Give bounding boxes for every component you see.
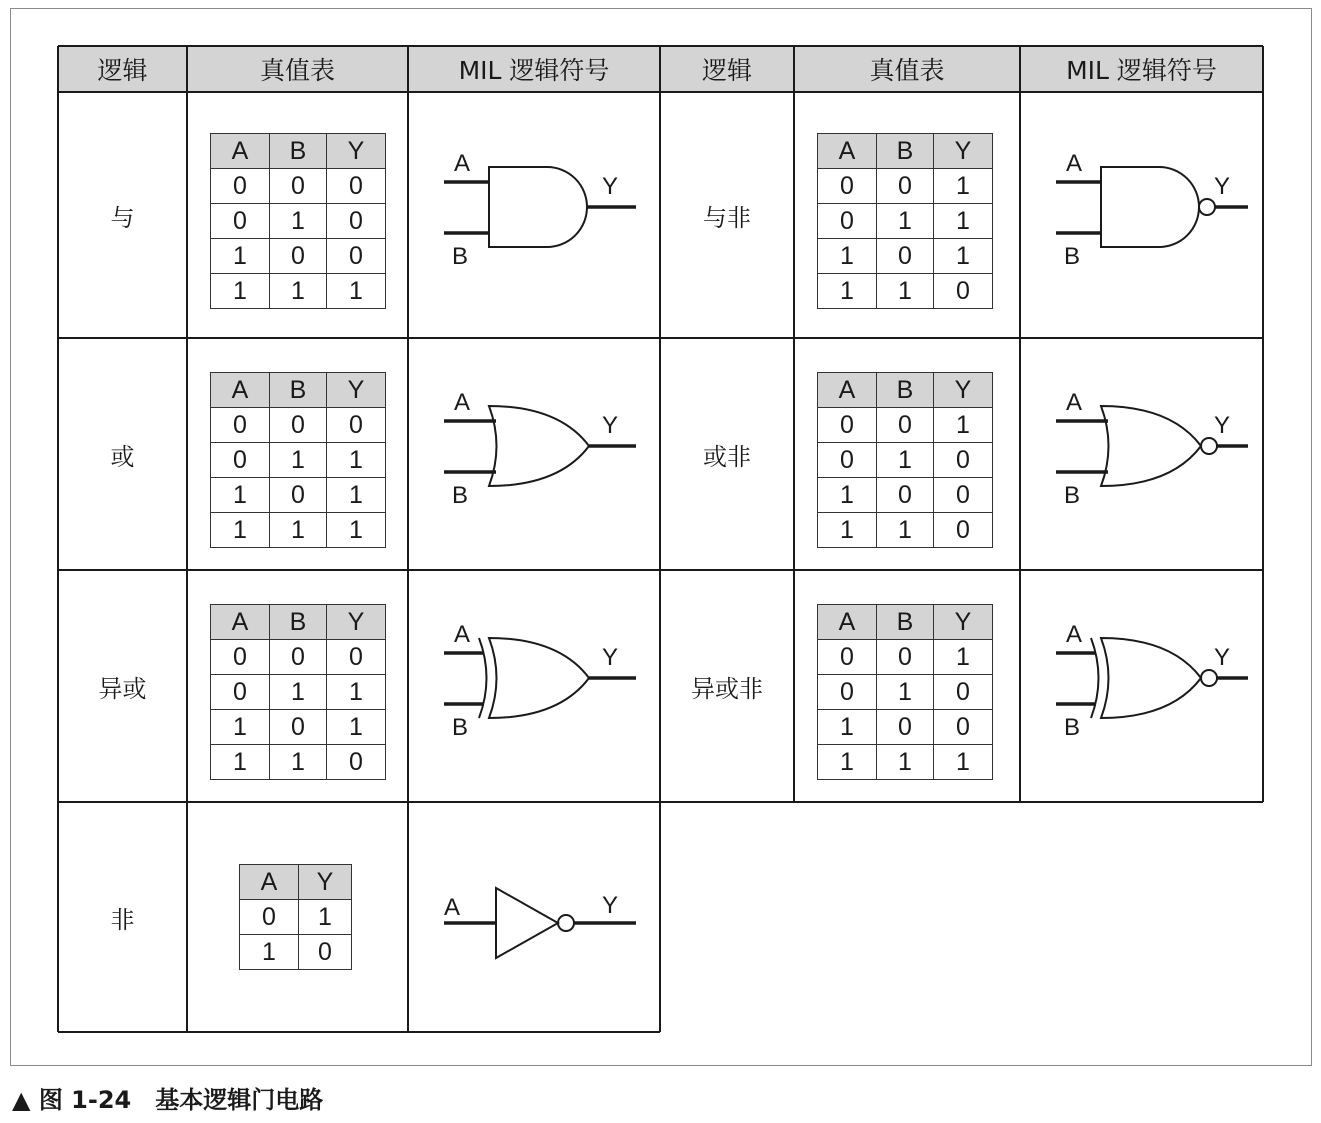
- input-label-a: A: [1066, 621, 1083, 648]
- truth-table-cell: 0: [211, 443, 270, 478]
- truth-table-cell: 1: [327, 710, 386, 745]
- truth-table-cell: 1: [818, 274, 877, 309]
- truth-table-cell: 1: [270, 204, 327, 239]
- truth-table-row: [211, 443, 386, 478]
- gate-body: [489, 167, 587, 247]
- truth-table-row: [211, 710, 386, 745]
- truth-table-cell: 1: [877, 745, 934, 780]
- truth-table-cell: 0: [240, 900, 299, 935]
- truth-table-cell: 1: [877, 204, 934, 239]
- truth-table-header: B: [270, 134, 327, 169]
- nand-gate-symbol: [1056, 142, 1276, 272]
- nor-gate-symbol: [1056, 381, 1276, 511]
- truth-table-cell: 1: [270, 745, 327, 780]
- truth-table-header: B: [877, 134, 934, 169]
- truth-table-cell: 0: [211, 640, 270, 675]
- and-gate-symbol: [444, 142, 664, 272]
- truth-table-row: [211, 640, 386, 675]
- truth-table-cell: 0: [211, 675, 270, 710]
- logic-name-and: 与: [110, 203, 135, 232]
- truth-table-row: [211, 239, 386, 274]
- truth-table-cell: 1: [211, 710, 270, 745]
- truth-table-header: Y: [327, 605, 386, 640]
- inversion-bubble: [1199, 199, 1215, 215]
- truth-table-cell: 1: [877, 443, 934, 478]
- input-label-b: B: [452, 714, 469, 741]
- truth-table-row: [240, 900, 352, 935]
- not-gate-symbol: [444, 858, 664, 988]
- logic-name-or: 或: [110, 442, 135, 471]
- logic-name-nand: 与非: [703, 203, 751, 232]
- truth-table-cell: 1: [934, 169, 993, 204]
- gate-body: [1101, 406, 1201, 486]
- truth-table: [817, 604, 993, 780]
- truth-table-cell: 0: [877, 640, 934, 675]
- truth-table-cell: 1: [877, 675, 934, 710]
- input-label-a: A: [1066, 389, 1083, 416]
- truth-table-cell: 0: [270, 239, 327, 274]
- truth-table-cell: 0: [818, 169, 877, 204]
- logic-name-not: 非: [110, 905, 135, 934]
- truth-table-cell: 1: [211, 274, 270, 309]
- truth-table-cell: 0: [327, 239, 386, 274]
- output-label-y: Y: [602, 892, 619, 919]
- truth-table-cell: 0: [934, 710, 993, 745]
- truth-table-header: A: [818, 373, 877, 408]
- truth-table-cell: 1: [270, 675, 327, 710]
- truth-table-cell: 0: [270, 408, 327, 443]
- truth-table-header: Y: [934, 605, 993, 640]
- output-label-y: Y: [1214, 412, 1231, 439]
- truth-table-cell: 0: [211, 408, 270, 443]
- input-label-a: A: [1066, 150, 1083, 177]
- truth-table-cell: 0: [818, 675, 877, 710]
- gate-body: [496, 888, 558, 958]
- truth-table-row: [818, 169, 993, 204]
- truth-table-cell: 1: [877, 513, 934, 548]
- truth-table-row: [818, 204, 993, 239]
- truth-table-cell: 1: [211, 478, 270, 513]
- input-label-a: A: [454, 150, 471, 177]
- truth-table-cell: 0: [327, 204, 386, 239]
- input-label-a: A: [454, 621, 471, 648]
- output-label-y: Y: [1214, 644, 1231, 671]
- truth-table-cell: 0: [818, 640, 877, 675]
- truth-table-cell: 0: [211, 169, 270, 204]
- truth-table-cell: 1: [934, 408, 993, 443]
- truth-table: [210, 604, 386, 780]
- truth-table-cell: 0: [877, 710, 934, 745]
- truth-table-cell: 0: [270, 478, 327, 513]
- input-label-b: B: [452, 243, 469, 270]
- truth-table-cell: 0: [270, 169, 327, 204]
- output-label-y: Y: [602, 412, 619, 439]
- truth-table-row: [211, 478, 386, 513]
- truth-table-header: A: [211, 134, 270, 169]
- header-mil-symbol-right: MIL 逻辑符号: [1066, 56, 1217, 85]
- truth-table-row: [818, 478, 993, 513]
- truth-table-header: Y: [299, 865, 352, 900]
- logic-name-xor: 异或: [98, 674, 147, 703]
- truth-table-cell: 1: [818, 513, 877, 548]
- truth-table-cell: 1: [327, 274, 386, 309]
- truth-table-header: Y: [327, 134, 386, 169]
- grid-line: [58, 45, 1263, 47]
- xor-curve: [1091, 638, 1099, 718]
- xnor-gate-symbol: [1056, 613, 1276, 743]
- truth-table-row: [211, 169, 386, 204]
- truth-table-row: [818, 408, 993, 443]
- header-truth-table-left: 真值表: [259, 56, 335, 85]
- truth-table-cell: 0: [211, 204, 270, 239]
- truth-table-cell: 0: [327, 408, 386, 443]
- truth-table-cell: 0: [934, 675, 993, 710]
- truth-table-cell: 1: [818, 239, 877, 274]
- figure-caption: ▲ 图 1-24 基本逻辑门电路: [12, 1086, 324, 1114]
- truth-table: [210, 372, 386, 548]
- truth-table-header: B: [270, 605, 327, 640]
- input-label-a: A: [444, 894, 461, 921]
- truth-table-row: [211, 274, 386, 309]
- truth-table-header: Y: [934, 134, 993, 169]
- truth-table-header: Y: [934, 373, 993, 408]
- truth-table-cell: 1: [934, 204, 993, 239]
- truth-table-header: A: [818, 134, 877, 169]
- truth-table-cell: 1: [327, 443, 386, 478]
- truth-table-cell: 1: [327, 478, 386, 513]
- header-logic-left: 逻辑: [97, 56, 148, 85]
- truth-table: [210, 133, 386, 309]
- truth-table-cell: 0: [934, 274, 993, 309]
- header-logic-right: 逻辑: [701, 56, 752, 85]
- truth-table-cell: 1: [240, 935, 299, 970]
- logic-name-xnor: 异或非: [691, 674, 763, 703]
- input-label-b: B: [452, 482, 469, 509]
- truth-table-header: Y: [327, 373, 386, 408]
- truth-table-header: B: [877, 605, 934, 640]
- truth-table-cell: 1: [818, 478, 877, 513]
- truth-table-cell: 1: [270, 443, 327, 478]
- truth-table-row: [818, 745, 993, 780]
- truth-table-row: [818, 675, 993, 710]
- truth-table-cell: 0: [327, 640, 386, 675]
- truth-table-header: A: [818, 605, 877, 640]
- truth-table-row: [211, 513, 386, 548]
- truth-table-row: [240, 935, 352, 970]
- truth-table-cell: 1: [934, 745, 993, 780]
- truth-table-cell: 1: [327, 675, 386, 710]
- truth-table-row: [818, 443, 993, 478]
- truth-table-row: [211, 204, 386, 239]
- truth-table-cell: 0: [877, 478, 934, 513]
- truth-table-cell: 0: [327, 169, 386, 204]
- grid-line: [407, 46, 409, 1032]
- truth-table-cell: 1: [934, 640, 993, 675]
- truth-table-row: [818, 274, 993, 309]
- truth-table-row: [211, 745, 386, 780]
- input-label-b: B: [1064, 714, 1081, 741]
- output-label-y: Y: [1214, 173, 1231, 200]
- truth-table-cell: 1: [211, 239, 270, 274]
- output-label-y: Y: [602, 173, 619, 200]
- truth-table-row: [818, 513, 993, 548]
- or-gate-symbol: [444, 381, 664, 511]
- truth-table-cell: 1: [934, 239, 993, 274]
- truth-table-row: [211, 408, 386, 443]
- truth-table-cell: 1: [327, 513, 386, 548]
- truth-table: [239, 864, 352, 970]
- inversion-bubble: [1201, 670, 1217, 686]
- truth-table-cell: 0: [877, 239, 934, 274]
- grid-line: [1019, 46, 1021, 802]
- output-label-y: Y: [602, 644, 619, 671]
- truth-table-cell: 0: [327, 745, 386, 780]
- truth-table-cell: 0: [934, 443, 993, 478]
- truth-table-row: [818, 239, 993, 274]
- truth-table-cell: 0: [270, 710, 327, 745]
- input-label-a: A: [454, 389, 471, 416]
- truth-table-cell: 0: [818, 443, 877, 478]
- logic-name-nor: 或非: [703, 442, 751, 471]
- truth-table-cell: 0: [818, 204, 877, 239]
- truth-table-header: A: [240, 865, 299, 900]
- truth-table-cell: 0: [934, 478, 993, 513]
- truth-table: [817, 372, 993, 548]
- gate-body: [489, 638, 589, 718]
- truth-table-cell: 1: [211, 513, 270, 548]
- xor-gate-symbol: [444, 613, 664, 743]
- gate-body: [1101, 167, 1199, 247]
- truth-table-cell: 1: [299, 900, 352, 935]
- truth-table-header: A: [211, 373, 270, 408]
- xor-curve: [479, 638, 487, 718]
- input-label-b: B: [1064, 243, 1081, 270]
- truth-table-header: B: [877, 373, 934, 408]
- truth-table-cell: 1: [818, 745, 877, 780]
- truth-table-cell: 1: [877, 274, 934, 309]
- truth-table-cell: 0: [270, 640, 327, 675]
- truth-table-cell: 0: [299, 935, 352, 970]
- header-mil-symbol-left: MIL 逻辑符号: [458, 56, 610, 85]
- truth-table-cell: 1: [270, 274, 327, 309]
- truth-table-cell: 1: [211, 745, 270, 780]
- truth-table: [817, 133, 993, 309]
- truth-table-row: [818, 640, 993, 675]
- truth-table-cell: 0: [934, 513, 993, 548]
- truth-table-header: A: [211, 605, 270, 640]
- gate-body: [489, 406, 589, 486]
- truth-table-cell: 1: [270, 513, 327, 548]
- inversion-bubble: [1201, 438, 1217, 454]
- truth-table-cell: 0: [877, 408, 934, 443]
- truth-table-row: [211, 675, 386, 710]
- input-label-b: B: [1064, 482, 1081, 509]
- truth-table-row: [818, 710, 993, 745]
- truth-table-header: B: [270, 373, 327, 408]
- inversion-bubble: [558, 915, 574, 931]
- header-truth-table-right: 真值表: [869, 56, 945, 85]
- truth-table-cell: 0: [877, 169, 934, 204]
- truth-table-cell: 1: [818, 710, 877, 745]
- truth-table-cell: 0: [818, 408, 877, 443]
- gate-body: [1101, 638, 1201, 718]
